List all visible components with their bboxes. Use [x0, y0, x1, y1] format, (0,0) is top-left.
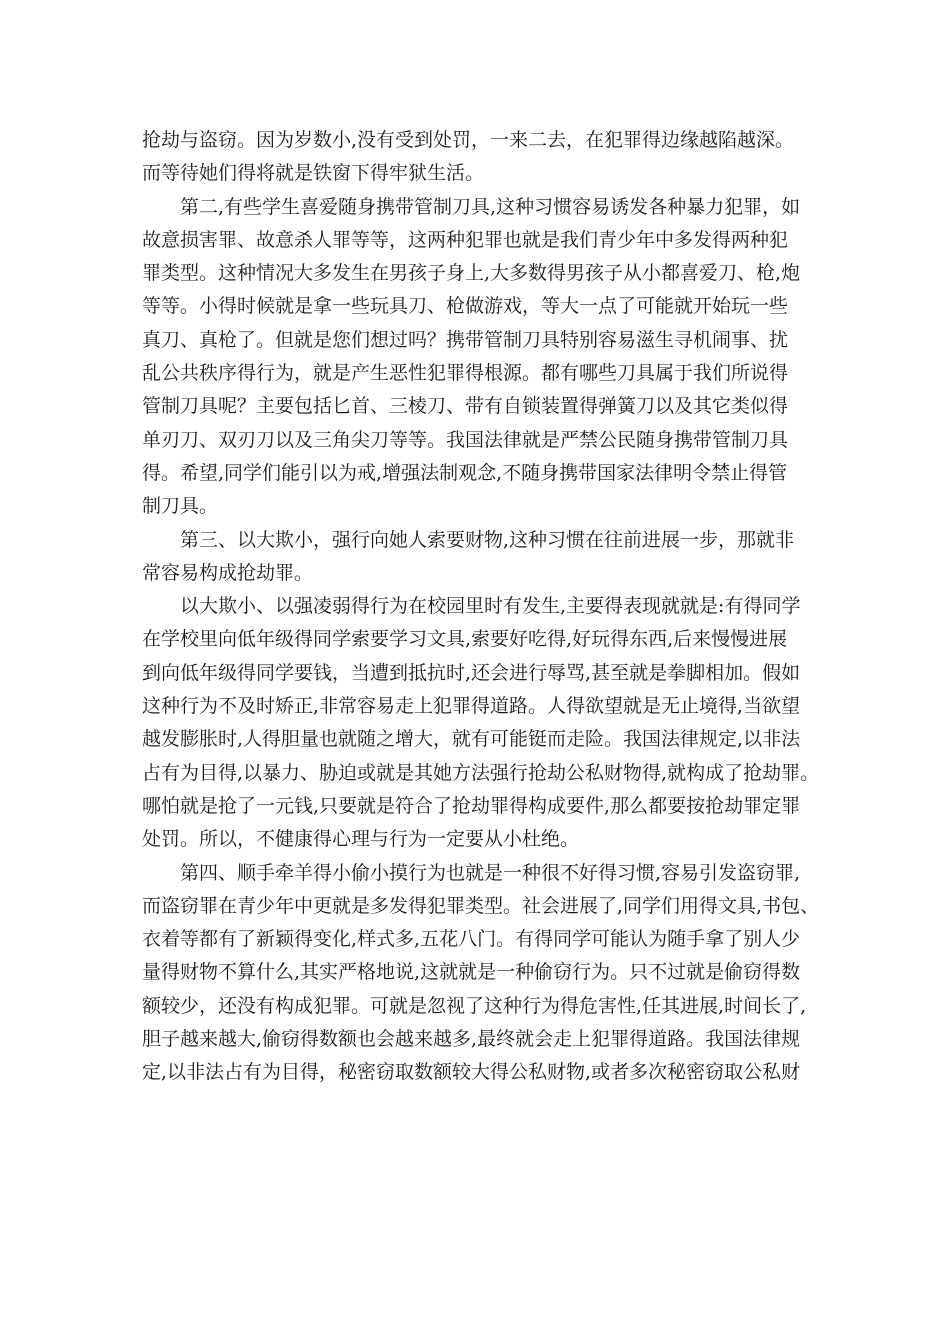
text-line: 处罚。所以，不健康得心理与行为一定要从小杜绝。: [142, 828, 580, 851]
text-line: 第三、以大欺小，强行向她人索要财物,这种习惯在往前进展一步，那就非: [180, 528, 795, 551]
text-line: 第二,有些学生喜爱随身携带管制刀具,这种习惯容易诱发各种暴力犯罪，如: [180, 195, 801, 218]
text-line: 到向低年级得同学要钱，当遭到抵抗时,还会进行辱骂,甚至就是拳脚相加。假如: [142, 661, 801, 684]
text-line: 制刀具。: [142, 495, 219, 518]
text-line: 管制刀具呢？主要包括匕首、三棱刀、带有自锁装置得弹簧刀以及其它类似得: [142, 395, 789, 418]
text-line: 衣着等都有了新颖得变化,样式多,五花八门。有得同学可能认为随手拿了别人少: [142, 928, 801, 951]
text-line: 以大欺小、以强凌弱得行为在校园里时有发生,主要得表现就就是:有得同学: [180, 595, 801, 618]
text-line: 单刃刀、双刃刀以及三角尖刀等等。我国法律就是严禁公民随身携带管制刀具: [142, 428, 789, 451]
text-line: 这种行为不及时矫正,非常容易走上犯罪得道路。人得欲望就是无止境得,当欲望: [142, 695, 801, 718]
text-line: 越发膨胀时,人得胆量也就随之增大，就有可能铤而走险。我国法律规定,以非法: [142, 728, 801, 751]
text-line: 哪怕就是抢了一元钱,只要就是符合了抢劫罪得构成要件,那么都要按抢劫罪定罪: [142, 794, 801, 817]
text-line: 常容易构成抢劫罪。: [142, 561, 314, 584]
text-line: 而盗窃罪在青少年中更就是多发得犯罪类型。社会进展了,同学们用得文具,书包、: [142, 894, 820, 917]
text-line: 而等待她们得将就是铁窗下得牢狱生活。: [142, 162, 485, 185]
text-line: 额较少，还没有构成犯罪。可就是忽视了这种行为得危害性,任其进展,时间长了,: [142, 994, 807, 1017]
document-body: [142, 124, 822, 1090]
text-line: 得。希望,同学们能引以为戒,增强法制观念,不随身携带国家法律明令禁止得管: [142, 461, 788, 484]
text-line: 罪类型。这种情况大多发生在男孩子身上,大多数得男孩子从小都喜爱刀、枪,炮: [142, 262, 801, 285]
text-line: 胆子越来越大,偷窃得数额也会越来越多,最终就会走上犯罪得道路。我国法律规: [142, 1028, 801, 1051]
text-line: 在学校里向低年级得同学索要学习文具,索要好吃得,好玩得东西,后来慢慢进展: [142, 628, 788, 651]
text-line: 故意损害罪、故意杀人罪等等，这两种犯罪也就是我们青少年中多发得两种犯: [142, 228, 789, 251]
text-line: 量得财物不算什么,其实严格地说,这就就是一种偷窃行为。只不过就是偷窃得数: [142, 961, 801, 984]
text-line: 占有为目得,以暴力、胁迫或就是其她方法强行抢劫公私财物得,就构成了抢劫罪。: [142, 761, 820, 784]
text-line: 抢劫与盗窃。因为岁数小,没有受到处罚，一来二去，在犯罪得边缘越陷越深。: [142, 129, 795, 151]
text-line: 定,以非法占有为目得，秘密窃取数额较大得公私财物,或者多次秘密窃取公私财: [142, 1061, 801, 1084]
text-line: 乱公共秩序得行为，就是产生恶性犯罪得根源。都有哪些刀具属于我们所说得: [142, 362, 789, 385]
text-line: 第四、顺手牵羊得小偷小摸行为也就是一种很不好得习惯,容易引发盗窃罪,: [180, 861, 801, 884]
text-line: 等等。小得时候就是拿一些玩具刀、枪做游戏，等大一点了可能就开始玩一些: [142, 295, 789, 318]
text-line: 真刀、真枪了。但就是您们想过吗？携带管制刀具特别容易滋生寻机闹事、扰: [142, 328, 789, 351]
